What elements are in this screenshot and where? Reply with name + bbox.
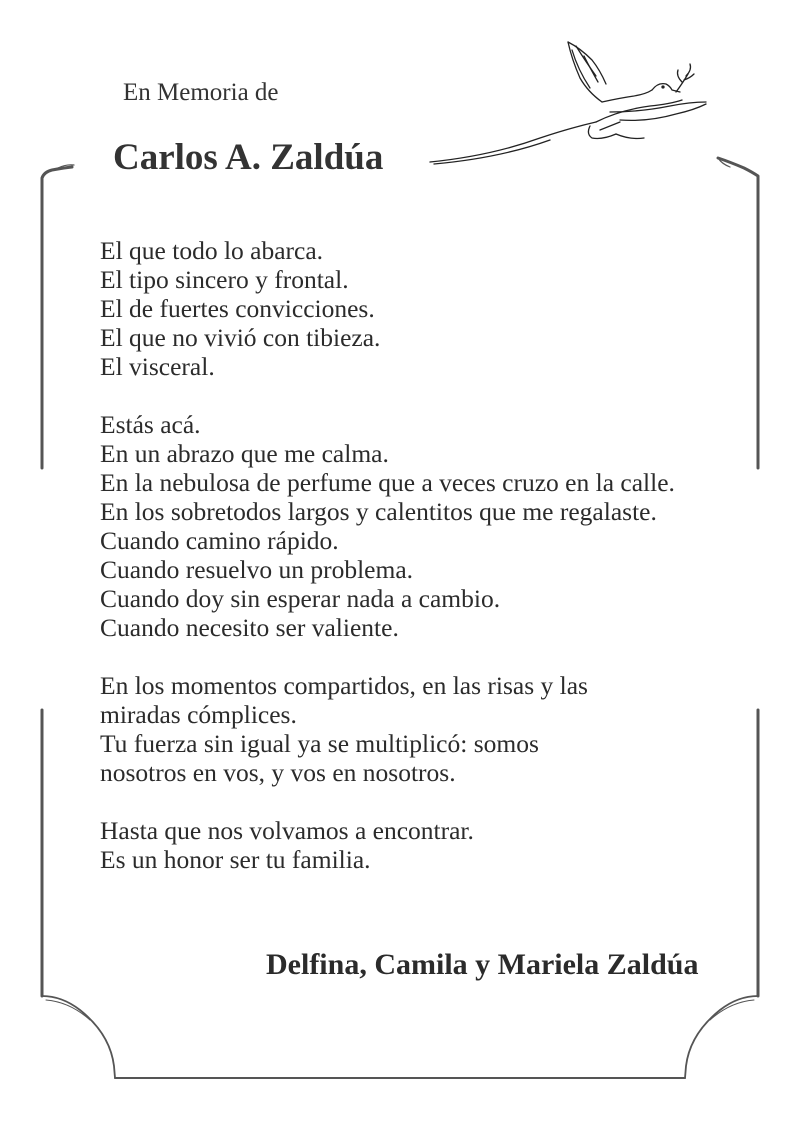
- poem-line: El que todo lo abarca.: [100, 236, 324, 265]
- family-signature: Delfina, Camila y Mariela Zaldúa: [266, 948, 699, 981]
- poem-line: Cuando resuelvo un problema.: [100, 555, 414, 584]
- poem-line: Cuando camino rápido.: [100, 526, 339, 555]
- poem-stanza: [100, 671, 750, 787]
- poem-line: miradas cómplices.: [100, 700, 297, 729]
- poem-line: Cuando doy sin esperar nada a cambio.: [100, 584, 501, 613]
- poem-line: En la nebulosa de perfume que a veces cruzo en la calle.: [100, 468, 675, 497]
- poem-line: Tu fuerza sin igual ya se multiplicó: somos: [100, 729, 539, 758]
- poem-line: Estás acá.: [100, 410, 201, 439]
- poem-line: Hasta que nos volvamos a encontrar.: [100, 816, 474, 845]
- poem-line: El de fuertes convicciones.: [100, 294, 375, 323]
- poem-line: En los momentos compartidos, en las risas y las: [100, 671, 588, 700]
- deceased-name: Carlos A. Zaldúa: [113, 137, 384, 178]
- poem-line: Es un honor ser tu familia.: [100, 845, 371, 874]
- poem-line: En un abrazo que me calma.: [100, 439, 389, 468]
- memorial-subtitle: En Memoria de: [123, 79, 279, 106]
- dove-with-olive-branch-icon: [420, 30, 720, 170]
- poem-line: El tipo sincero y frontal.: [100, 265, 349, 294]
- poem-stanza: [100, 410, 750, 642]
- memorial-poem: [100, 236, 750, 903]
- poem-stanza: [100, 816, 750, 874]
- poem-stanza: [100, 236, 750, 381]
- poem-line: El visceral.: [100, 352, 215, 381]
- poem-line: nosotros en vos, y vos en nosotros.: [100, 758, 456, 787]
- poem-line: En los sobretodos largos y calentitos que me regalaste.: [100, 497, 657, 526]
- poem-line: El que no vivió con tibieza.: [100, 323, 381, 352]
- poem-line: Cuando necesito ser valiente.: [100, 613, 399, 642]
